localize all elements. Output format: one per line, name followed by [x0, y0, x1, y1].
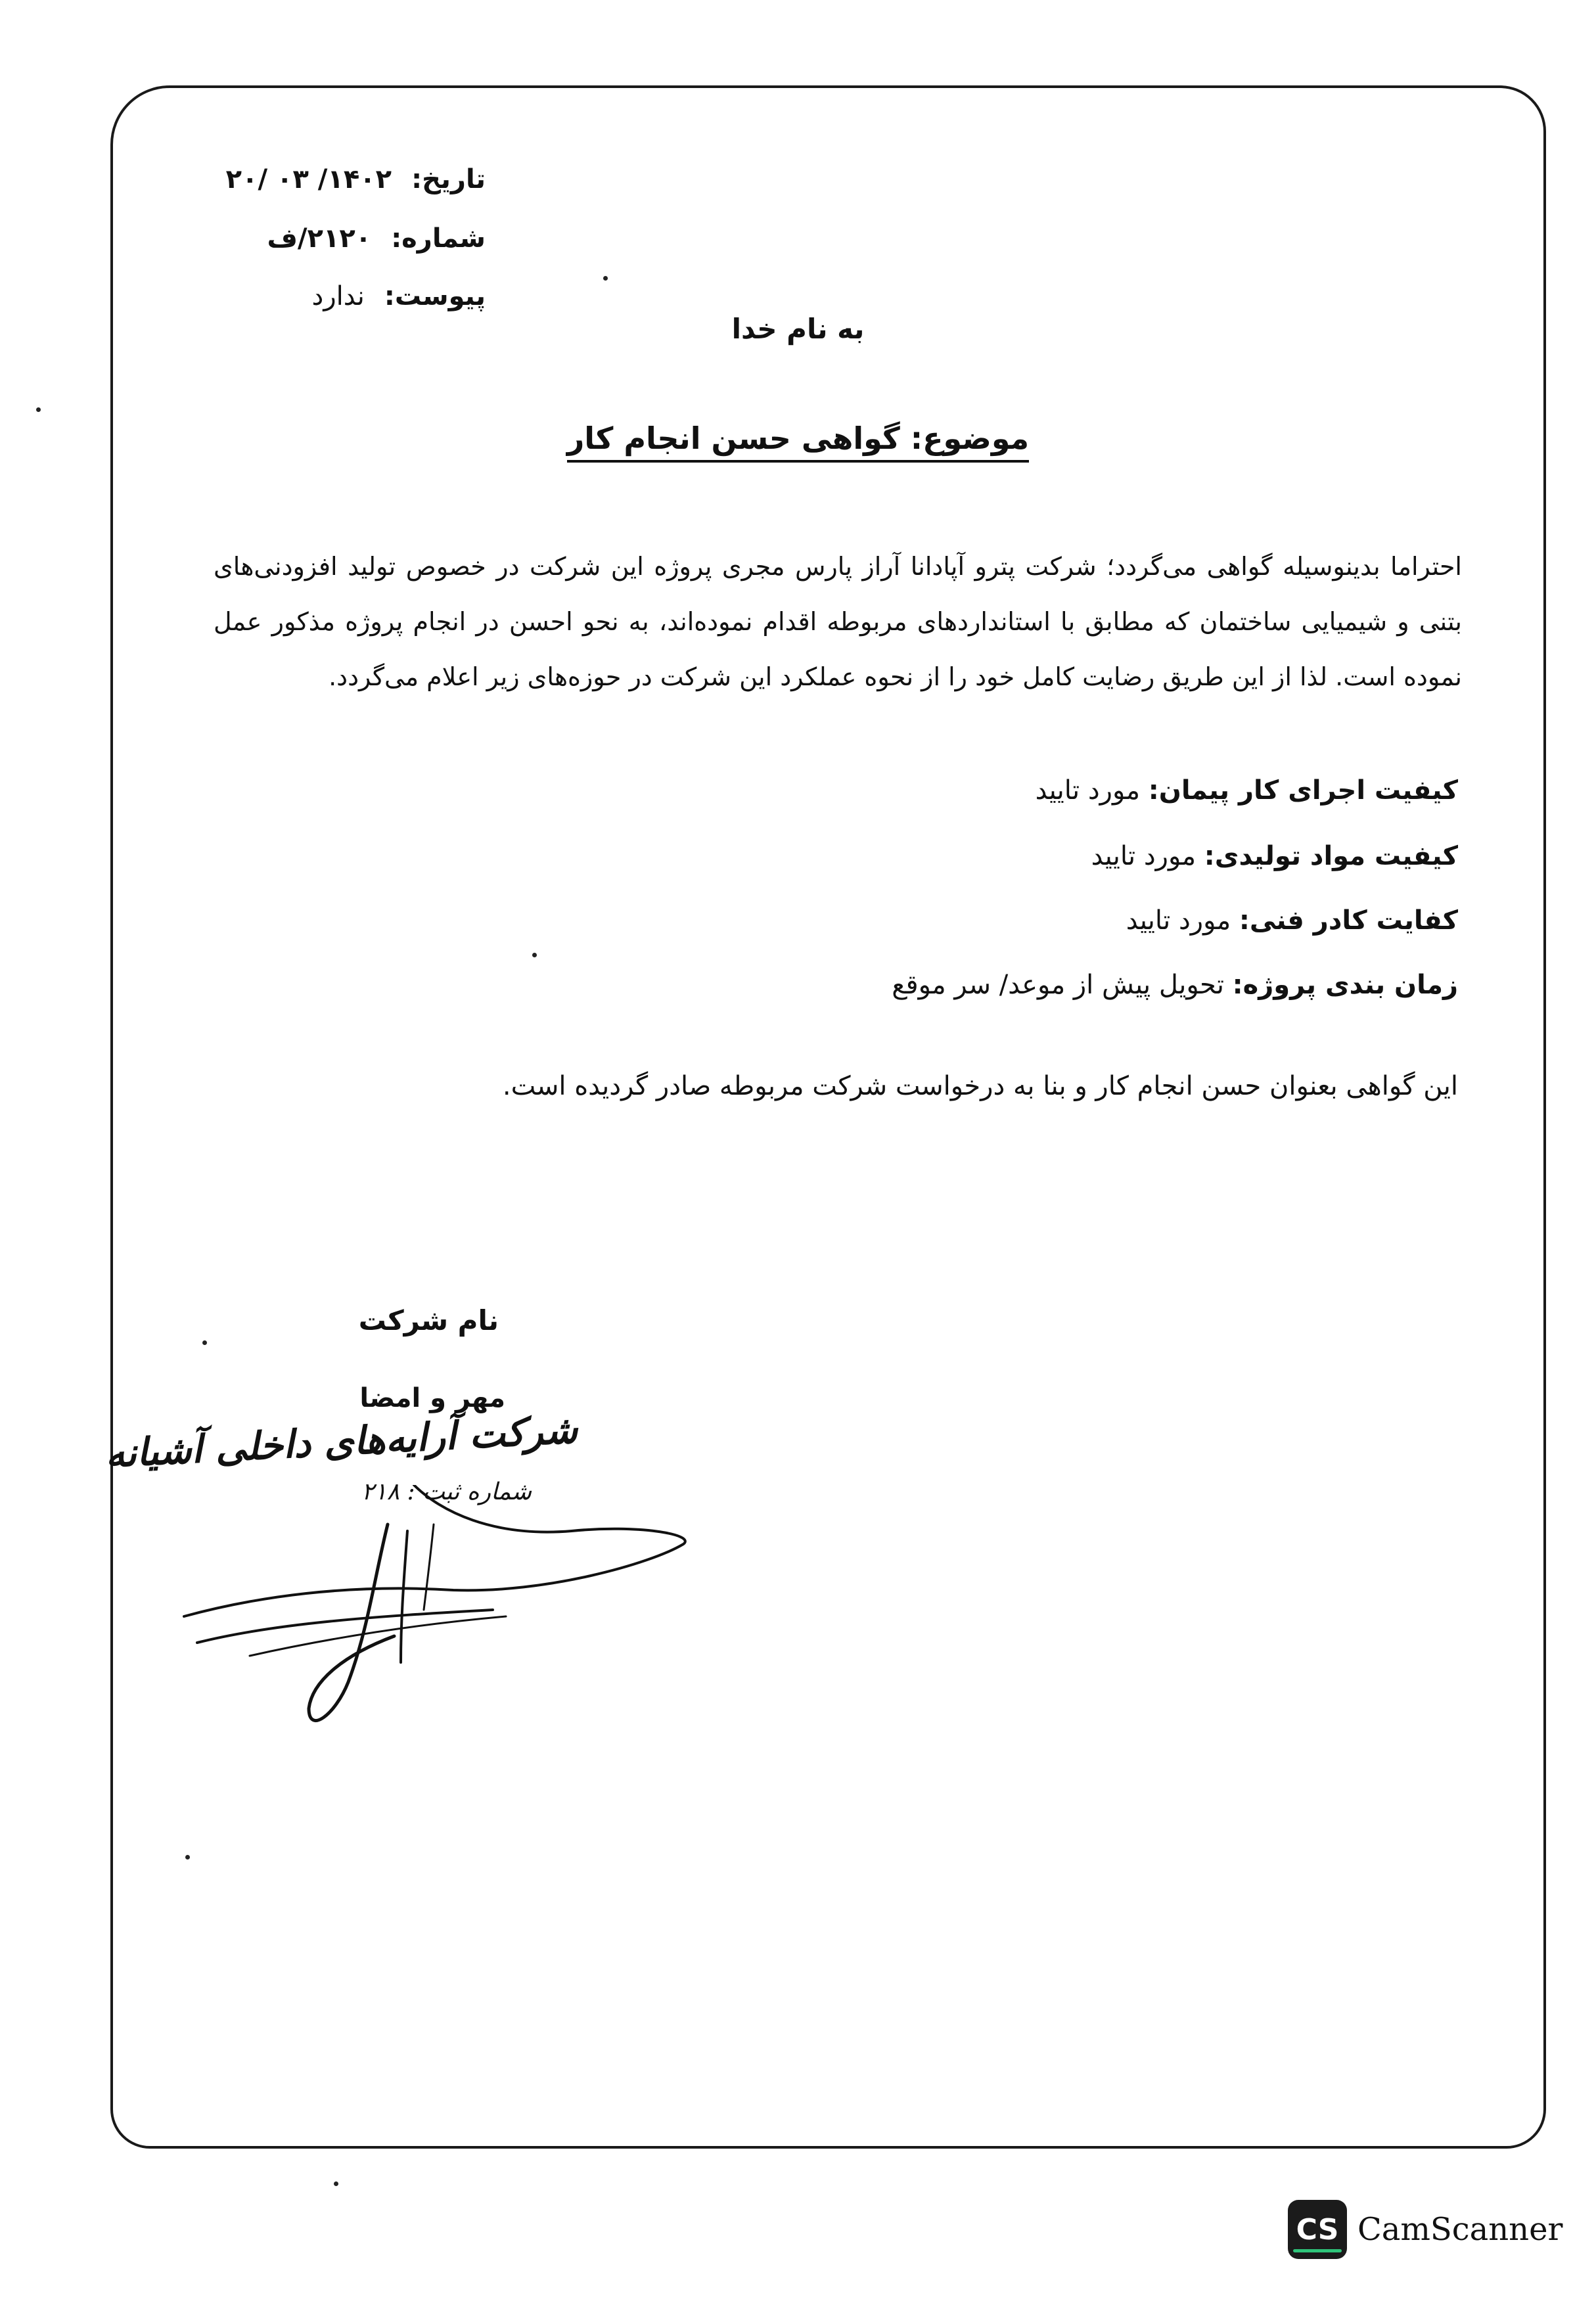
evaluation-label: کفایت کادر فنی: [1239, 905, 1458, 936]
handwritten-signature [177, 1485, 703, 1761]
company-stamp-text: شرکت آرایه‌های داخلی آشیانه [104, 1407, 579, 1476]
camscanner-logo-icon: CS [1288, 2200, 1347, 2259]
evaluation-label: کیفیت اجرای کار پیمان: [1148, 775, 1458, 806]
date-line [226, 164, 486, 194]
seal-signature-label: مهر و امضا [359, 1383, 505, 1413]
document-border [110, 85, 1546, 2149]
stamp-registration: شماره ثبت : ۲۱۸ [361, 1478, 532, 1505]
evaluation-item [1126, 905, 1458, 936]
closing-statement: این گواهی بعنوان حسن انجام کار و بنا به درخواست شرکت مربوطه صادر گردیده است. [502, 1071, 1458, 1101]
attachment-line [312, 281, 486, 311]
scan-speck [202, 1340, 207, 1345]
attachment-value: ندارد [311, 281, 365, 311]
bismillah-heading: به نام خدا [731, 313, 865, 345]
camscanner-watermark [1288, 2200, 1562, 2259]
evaluation-value: تحویل پیش از موعد/ سر موقع [892, 970, 1224, 1000]
evaluation-item [1091, 841, 1458, 871]
subject-text: موضوع: گواهی حسن انجام کار [567, 421, 1029, 463]
evaluation-item [892, 970, 1458, 1000]
evaluation-value: مورد تایید [1126, 905, 1231, 936]
camscanner-app-name: CamScanner [1357, 2211, 1563, 2248]
scan-speck [532, 953, 537, 957]
evaluation-value: مورد تایید [1035, 775, 1141, 806]
date-label: تاریخ: [411, 164, 486, 194]
scan-speck [36, 407, 41, 412]
subject-heading [0, 421, 1596, 456]
evaluation-item [1036, 775, 1458, 806]
company-name-label: نام شرکت [358, 1304, 499, 1336]
scan-speck [603, 276, 608, 281]
body-paragraph: احتراما بدینوسیله گواهی می‌گردد؛ شرکت پترو آپادانا آراز پارس مجری پروژه این شرکت در خصوص تولید افزودنی‌های بتنی و شیمیایی ساختمان که مطابق با استانداردهای مربوطه اقدام نموده‌اند، به نحو احسن در انجام پروژه مذکور عمل نموده است. لذا از این طریق رضایت کامل خود را از نحوه عملکرد این شرکت در حوزه‌های زیر اعلام می‌گردد. [214, 552, 1462, 691]
scan-speck [334, 2181, 338, 2186]
scan-speck [185, 1855, 190, 1860]
evaluation-label: زمان بندی پروژه: [1232, 970, 1458, 1000]
attachment-label: پیوست: [384, 281, 486, 311]
evaluation-value: مورد تایید [1091, 841, 1197, 871]
number-value: ۲۱۲۰/ف [267, 223, 372, 254]
evaluation-label: کیفیت مواد تولیدی: [1204, 841, 1458, 871]
date-value: ۱۴۰۲/ ۰۳ /۲۰ [225, 164, 392, 194]
number-label: شماره: [391, 223, 486, 254]
number-line [267, 223, 486, 254]
